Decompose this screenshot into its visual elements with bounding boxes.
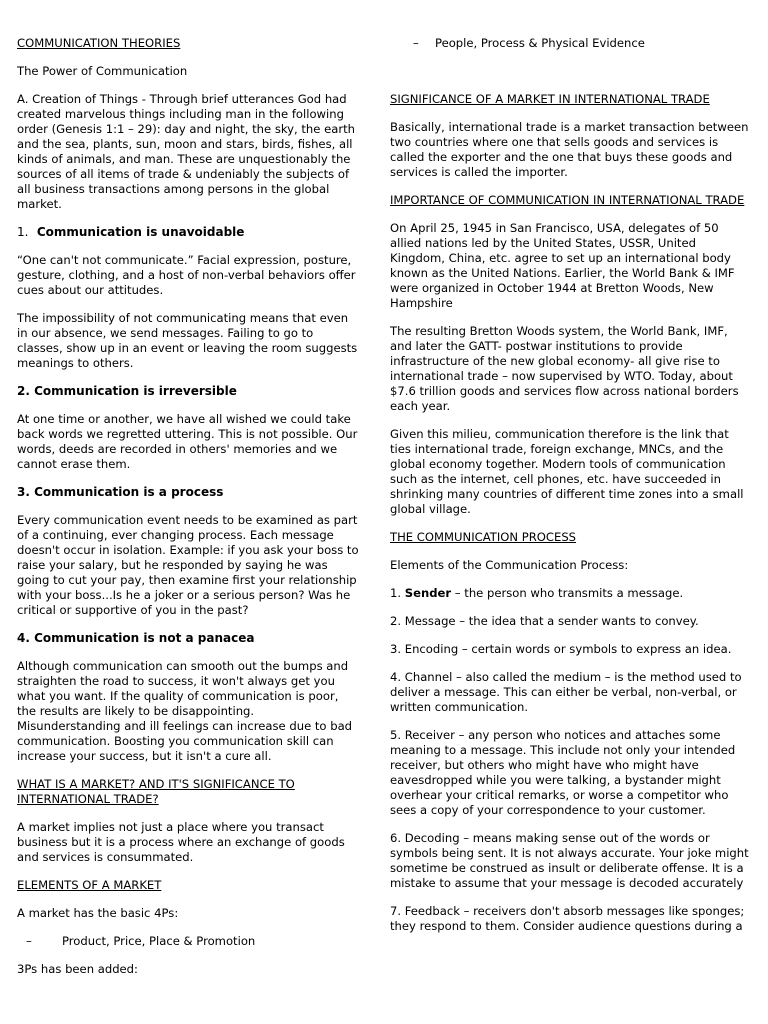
- bullet-4ps: [17, 934, 359, 949]
- heading-irreversible: 2. Communication is irreversible: [17, 384, 237, 398]
- element-feedback: 7. Feedback – receivers don't absorb messages like sponges; they respond to them. Consider audience questions during a: [390, 904, 745, 933]
- irreversible-paragraph: At one time or another, we have all wished we could take back words we regretted uttering. This is not possible. Our words, deeds are recorded in others' memories and we cannot erase them.: [17, 412, 358, 471]
- importance-heading: IMPORTANCE OF COMMUNICATION IN INTERNATIONAL TRADE: [390, 193, 745, 207]
- significance-heading: SIGNIFICANCE OF A MARKET IN INTERNATIONAL TRADE: [390, 92, 710, 106]
- elements-paragraph: A market has the basic 4Ps:: [17, 906, 179, 920]
- heading-unavoidable-number: 1.: [17, 225, 29, 239]
- added-paragraph: 3Ps has been added:: [17, 962, 138, 976]
- unavoidable-paragraph-2: The impossibility of not communicating means that even in our absence, we send messages. Failing to go to classes, show up in an event or leaving the room suggests meanings to others.: [17, 311, 358, 370]
- element-sender: [390, 586, 750, 601]
- spacer: [390, 64, 750, 92]
- creation-paragraph: A. Creation of Things - Through brief utterances God had created marvelous things including man in the following order (Genesis 1:1 – 29): day and night, the sky, the earth and the sea, plants, sun, moon and stars, birds, fishes, all kinds of animals, and man. These are unquestionably the sources of all items of trade & undeniably the subjects of all business transactions among persons in the global market.: [17, 92, 355, 211]
- element-sender-term: Sender: [404, 586, 452, 600]
- document-title: COMMUNICATION THEORIES: [17, 36, 181, 50]
- bullet-4ps-text: Product, Price, Place & Promotion: [62, 934, 256, 948]
- heading-unavoidable: [17, 225, 359, 240]
- bullet-3ps-text: People, Process & Physical Evidence: [435, 36, 645, 50]
- elements-heading: ELEMENTS OF A MARKET: [17, 878, 162, 892]
- dash-bullet: –: [413, 36, 419, 50]
- heading-panacea: 4. Communication is not a panacea: [17, 631, 255, 645]
- document-subtitle: The Power of Communication: [17, 64, 188, 78]
- process-intro: Elements of the Communication Process:: [390, 558, 629, 572]
- dash-bullet: –: [26, 934, 32, 948]
- unavoidable-paragraph-1: “One can't not communicate.” Facial expression, posture, gesture, clothing, and a host of non-verbal behaviors offer cues about our attitudes.: [17, 253, 356, 297]
- process-paragraph: Every communication event needs to be examined as part of a continuing, ever changing process. Each message doesn't occur in isolation. Example: if you ask your boss to raise your salary, but he responded by saying he was going to cut your pay, then examine first your relationship with your boss...Is he a joker or a serious person? Was he critical or supportive of you in the past?: [17, 513, 359, 617]
- element-decoding: 6. Decoding – means making sense out of the words or symbols being sent. It is not always accurate. Your joke might sometime be construed as insult or deliberate offense. It is a mistake to assume that your message is decoded accurately: [390, 831, 749, 890]
- bullet-3ps: [390, 36, 750, 51]
- right-column: [390, 36, 750, 947]
- heading-process: 3. Communication is a process: [17, 485, 224, 499]
- element-sender-text: – the person who transmits a message.: [451, 586, 684, 600]
- significance-paragraph: Basically, international trade is a market transaction between two countries where one that sells goods and services is called the exporter and the one that buys these goods and services is called the importer.: [390, 120, 749, 179]
- heading-unavoidable-text: Communication is unavoidable: [36, 225, 245, 239]
- element-message: 2. Message – the idea that a sender wants to convey.: [390, 614, 699, 628]
- importance-paragraph-2: The resulting Bretton Woods system, the World Bank, IMF, and later the GATT- postwar institutions to provide infrastructure of the new global economy- all give rise to international trade – now supervised by WTO. Today, about $7.6 trillion goods and services flow across national borders each year.: [390, 324, 739, 413]
- element-sender-number: 1.: [390, 586, 402, 600]
- importance-paragraph-1: On April 25, 1945 in San Francisco, USA, delegates of 50 allied nations led by the United States, USSR, United Kingdom, China, etc. agree to set up an international body known as the United Nations. Earlier, the World Bank & IMF were organized in October 1944 at Bretton Woods, New Hampshire: [390, 221, 735, 310]
- importance-paragraph-3: Given this milieu, communication therefore is the link that ties international trade, foreign exchange, MNCs, and the global economy together. Modern tools of communication such as the internet, cell phones, etc. have succeeded in shrinking many countries of different time zones into a small global village.: [390, 427, 744, 516]
- left-column: [17, 36, 359, 990]
- element-receiver: 5. Receiver – any person who notices and attaches some meaning to a message. This include not only your intended receiver, but others who might have who might have eavesdropped while you were talking, a bystander might overhear your critical remarks, or worse a competitor who sees a copy of your correspondence to your customer.: [390, 728, 736, 817]
- process-heading: THE COMMUNICATION PROCESS: [390, 530, 577, 544]
- element-encoding: 3. Encoding – certain words or symbols to express an idea.: [390, 642, 732, 656]
- market-paragraph: A market implies not just a place where you transact business but it is a process where an exchange of goods and services is consummated.: [17, 820, 345, 864]
- market-heading: WHAT IS A MARKET? AND IT'S SIGNIFICANCE TO INTERNATIONAL TRADE?: [17, 777, 295, 806]
- panacea-paragraph: Although communication can smooth out the bumps and straighten the road to success, it won't always get you what you want. If the quality of communication is poor, the results are likely to be disappointing. Misunderstanding and ill feelings can increase due to bad communication. Boosting you communication skill can increase your success, but it isn't a cure all.: [17, 659, 353, 763]
- element-channel: 4. Channel – also called the medium – is the method used to deliver a message. This can either be verbal, non-verbal, or written communication.: [390, 670, 742, 714]
